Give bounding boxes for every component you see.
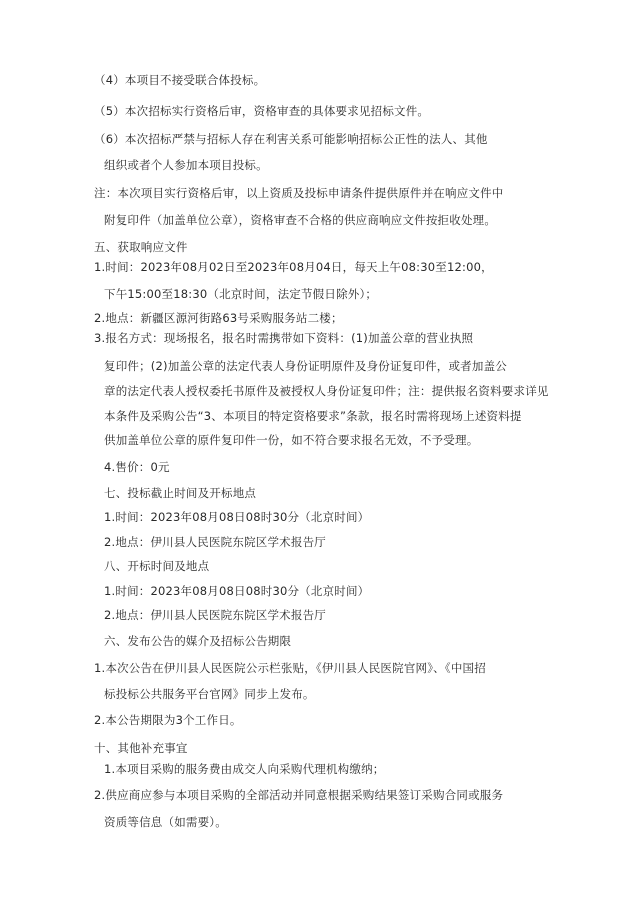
text-line: 章的法定代表人授权委托书原件及被授权人身份证复印件；注：提供报名资料要求详见 bbox=[104, 384, 549, 398]
text-line: 3.报名方式：现场报名，报名时需携带如下资料：(1)加盖公章的营业执照 bbox=[94, 331, 474, 345]
text-line: 1.本次公告在伊川县人民医院公示栏张贴，《伊川县人民医院官网》、《中国招 bbox=[94, 661, 486, 675]
text-line: 2.本公告期限为3个工作日。 bbox=[94, 713, 242, 727]
text-line: （4）本项目不接受联合体投标。 bbox=[94, 73, 266, 87]
text-line: 2.供应商应参与本项目采购的全部活动并同意根据采购结果签订采购合同或服务 bbox=[94, 788, 504, 802]
text-line: （5）本次招标实行资格后审，资格审查的具体要求见招标文件。 bbox=[94, 104, 430, 118]
text-line: 注：本次项目实行资格后审，以上资质及投标申请条件提供原件并在响应文件中 bbox=[94, 186, 504, 200]
section-heading: 十、其他补充事宜 bbox=[94, 741, 188, 755]
text-line: 2.地点：伊川县人民医院东院区学术报告厅 bbox=[104, 535, 326, 549]
text-line: 复印件；(2)加盖公章的法定代表人身份证明原件及身份证复印件，或者加盖公 bbox=[104, 359, 507, 373]
text-line: 1.时间：2023年08月08日08时30分（北京时间） bbox=[104, 510, 370, 524]
text-line: 资质等信息（如需要）。 bbox=[104, 815, 227, 829]
text-line: 下午15:00至18:30（北京时间，法定节假日除外）； bbox=[104, 287, 378, 301]
text-line: 4.售价：0元 bbox=[104, 460, 170, 474]
text-line: 标投标公共服务平台官网》同步上发布。 bbox=[104, 687, 315, 701]
text-line: 本条件及采购公告“3、本项目的特定资格要求”条款，报名时需将现场上述资料提 bbox=[104, 409, 522, 423]
text-line: 1.本项目采购的服务费由成交人向采购代理机构缴纳； bbox=[104, 762, 385, 776]
text-line: 供加盖单位公章的原件复印件一份，如不符合要求报名无效，不予受理。 bbox=[104, 433, 479, 447]
section-heading: 八、开标时间及地点 bbox=[104, 559, 210, 573]
text-line: 1.时间：2023年08月02日至2023年08月04日，每天上午08:30至12:00， bbox=[94, 260, 493, 274]
section-heading: 六、发布公告的媒介及招标公告期限 bbox=[104, 634, 292, 648]
text-line: 组织或者个人参加本项目投标。 bbox=[104, 158, 268, 172]
text-line: 2.地点：新疆区源河街路63号采购服务站二楼； bbox=[94, 311, 343, 325]
section-heading: 七、投标截止时间及开标地点 bbox=[104, 486, 257, 500]
text-line: 2.地点：伊川县人民医院东院区学术报告厅 bbox=[104, 608, 326, 622]
text-line: 1.时间：2023年08月08日08时30分（北京时间） bbox=[104, 584, 370, 598]
text-line: （6）本次招标严禁与招标人存在利害关系可能影响招标公正性的法人、其他 bbox=[94, 132, 488, 146]
section-heading: 五、获取响应文件 bbox=[94, 240, 188, 254]
text-line: 附复印件（加盖单位公章），资格审查不合格的供应商响应文件按拒收处理。 bbox=[104, 213, 497, 227]
